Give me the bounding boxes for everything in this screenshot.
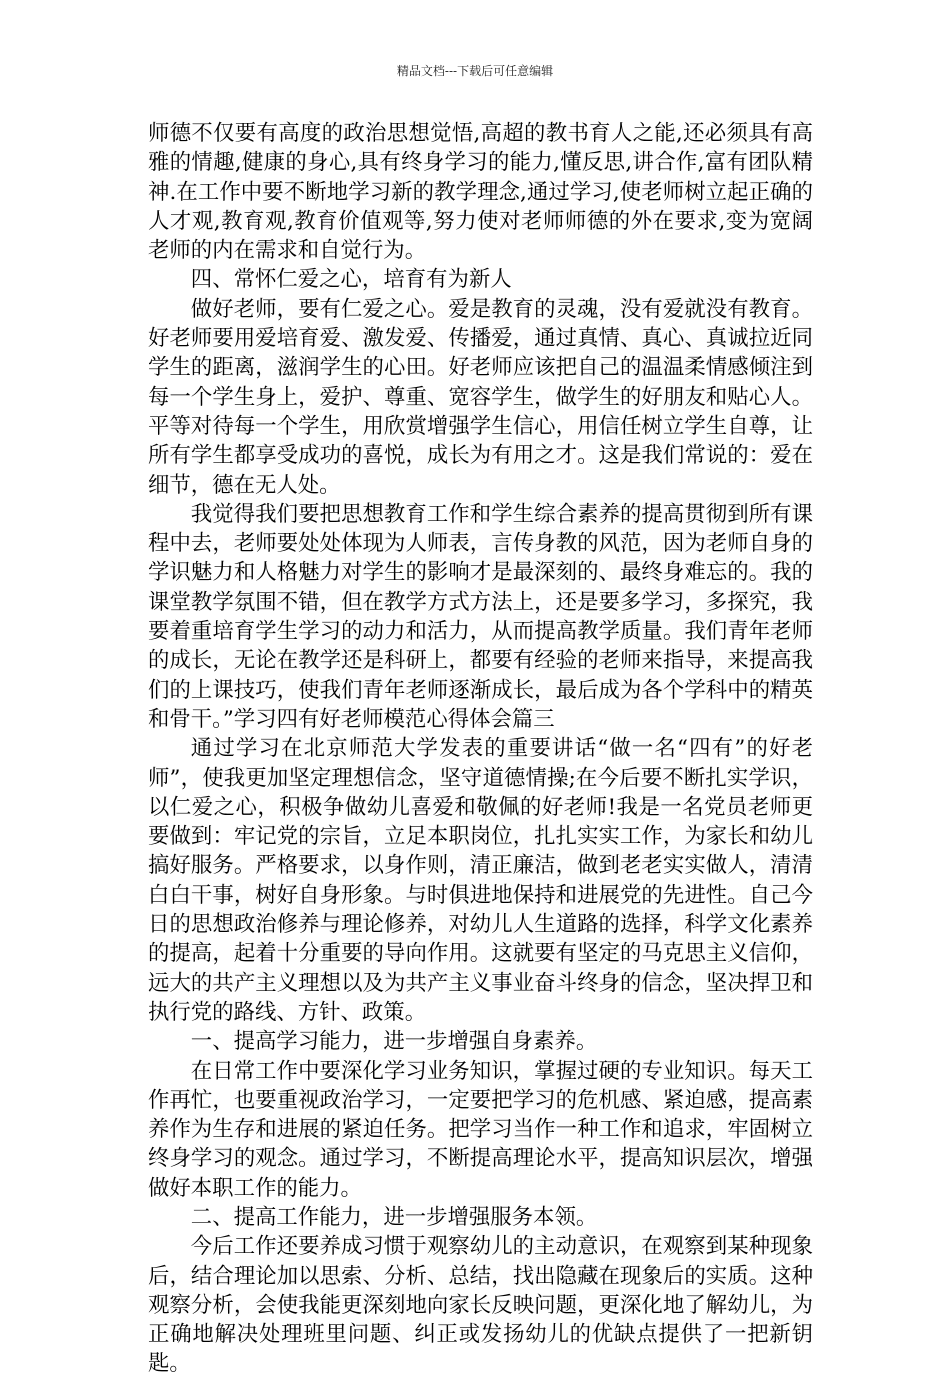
paragraph-benevolence: 做好老师，要有仁爱之心。爱是教育的灵魂，没有爱就没有教育。好老师要用爱培育爱、激发爱、传播爱，通过真情、真心、真诚拉近同学生的距离，滋润学生的心田。好老师应该把自己的温温柔情感倾注到每一个学生身上，爱护、尊重、宽容学生，做学生的好朋友和贴心人。平等对待每一个学生，用欣赏增强学生信心，用信任树立学生自尊，让所有学生都享受成功的喜悦，成长为有用之才。这是我们常说的：爱在细节，德在无人处。 (148, 296, 813, 498)
section-heading-two: 二、提高工作能力，进一步增强服务本领。 (190, 1204, 598, 1230)
paragraph-ideological-education: 我觉得我们要把思想教育工作和学生综合素养的提高贯彻到所有课程中去，老师要处处体现为人师表，言传身教的风范，因为老师自身的学识魅力和人格魅力对学生的影响才是最深刻的、最终身难忘的。我的课堂教学氛围不错，但在教学方式方法上，还是要多学习，多探究，我要着重培育学生学习的动力和活力，从而提高教学质量。我们青年老师的成长，无论在教学还是科研上，都要有经验的老师来指导，来提高我们的上课技巧，使我们青年老师逐渐成长，最后成为各个学科中的精英和骨干。”学习四有好老师模范心得体会篇三 (148, 501, 813, 732)
paragraph-observation: 今后工作还要养成习惯于观察幼儿的主动意识，在观察到某种现象后，结合理论加以思索、分析、总结，找出隐藏在现象后的实质。这种观察分析，会使我能更深刻地向家长反映问题，更深化地了解幼儿，为正确地解决处理班里问题、纠正或发扬幼儿的优缺点提供了一把新钥匙。 (148, 1234, 813, 1377)
paragraph-beijing-speech: 通过学习在北京师范大学发表的重要讲话“做一名“四有”的好老师”，使我更加坚定理想信念，坚守道德情操;在今后要不断扎实学识，以仁爱之心，积极争做幼儿喜爱和敬佩的好老师!我是一名党员老师更要做到：牢记党的宗旨，立足本职岗位，扎扎实实工作，为家长和幼儿搞好服务。严格要求，以身作则，清正廉洁，做到老老实实做人，清清白白干事，树好自身形象。与时俱进地保持和进展党的先进性。自己今日的思想政治修养与理论修养，对幼儿人生道路的选择，科学文化素养的提高，起着十分重要的导向作用。这就要有坚定的马克思主义信仰，远大的共产主义理想以及为共产主义事业奋斗终身的信念，坚决捍卫和执行党的路线、方针、政策。 (148, 736, 813, 1025)
document-body (148, 119, 813, 1379)
section-heading-four: 四、常怀仁爱之心，培育有为新人 (190, 267, 512, 293)
section-heading-one: 一、提高学习能力，进一步增强自身素养。 (190, 1029, 598, 1055)
paragraph-study-ability: 在日常工作中要深化学习业务知识，掌握过硬的专业知识。每天工作再忙，也要重视政治学习，一定要把学习的危机感、紧迫感，提高素养作为生存和进展的紧迫任务。把学习当作一种工作和追求，牢固树立终身学习的观念。通过学习，不断提高理论水平，提高知识层次，增强做好本职工作的能力。 (148, 1058, 813, 1201)
paragraph-teacher-ethics: 师德不仅要有高度的政治思想觉悟,高超的教书育人之能,还必须具有高雅的情趣,健康的身心,具有终身学习的能力,懂反思,讲合作,富有团队精神.在工作中要不断地学习新的教学理念,通过学习,使老师树立起正确的人才观,教育观,教育价值观等,努力使对老师师德的外在要求,变为宽阔老师的内在需求和自觉行为。 (148, 121, 813, 264)
page-header: 精品文档---下载后可任意编辑 (396, 64, 554, 78)
